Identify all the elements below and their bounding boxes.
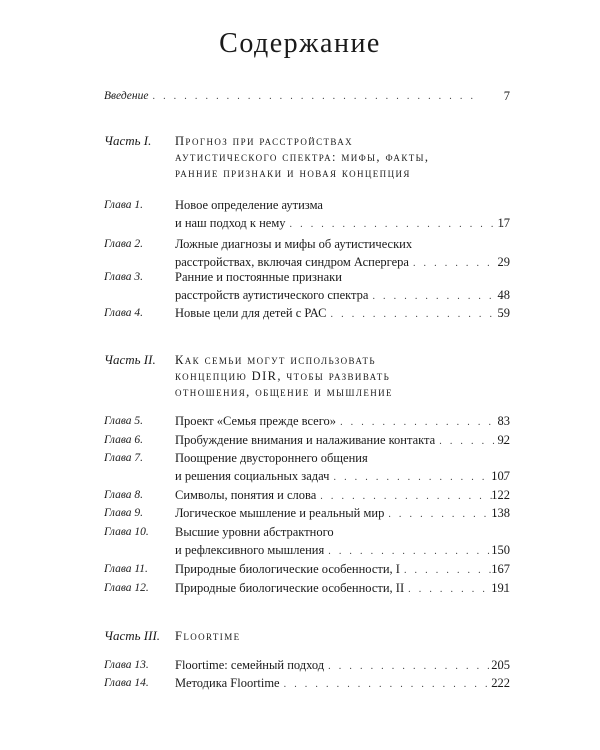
- part-3-label: Часть III.: [104, 628, 161, 643]
- chapter-1-label: Глава 1.: [104, 199, 143, 211]
- chapter-12-label: Глава 12.: [104, 582, 149, 594]
- chapter-1-page: 17: [497, 216, 510, 230]
- chapter-3-label: Глава 3.: [104, 271, 143, 283]
- part-1-title: Прогноз при расстройствах аутистического спектра: мифы, факты, ранние признаки и новая концепция: [175, 134, 430, 180]
- part-2-label: Часть II.: [104, 352, 156, 367]
- chapter-13-title: Floortime: семейный подход: [175, 658, 325, 672]
- chapter-8-page: 122: [491, 488, 510, 502]
- chapter-14-page: 222: [491, 676, 510, 690]
- intro-page: 7: [503, 89, 510, 103]
- chapter-5-page: 83: [497, 414, 510, 428]
- chapter-2-page: 29: [497, 255, 510, 269]
- chapter-8-label: Глава 8.: [104, 489, 143, 501]
- chapter-6-title: Пробуждение внимания и налаживание контакта: [175, 433, 436, 447]
- chapter-12-page: 191: [491, 581, 510, 595]
- chapter-4-page: 59: [497, 306, 510, 320]
- part-3-title: Floortime: [175, 629, 241, 643]
- chapter-9-page: 138: [491, 506, 510, 520]
- chapter-9-label: Глава 9.: [104, 507, 143, 519]
- chapter-5-label: Глава 5.: [104, 415, 143, 427]
- chapter-4-label: Глава 4.: [104, 307, 143, 319]
- chapter-3-page: 48: [497, 288, 510, 302]
- chapter-13-page: 205: [491, 658, 510, 672]
- page-title: Содержание: [219, 28, 381, 59]
- chapter-11-page: 167: [491, 562, 510, 576]
- chapter-7-label: Глава 7.: [104, 452, 143, 464]
- intro-label: Введение: [104, 90, 149, 102]
- chapter-11-title: Природные биологические особенности, I: [175, 562, 400, 576]
- chapter-8-title: Символы, понятия и слова: [175, 488, 317, 502]
- chapter-11-label: Глава 11.: [104, 563, 148, 575]
- chapter-13-label: Глава 13.: [104, 659, 149, 671]
- leader-dots: [152, 89, 474, 105]
- chapter-5-title: Проект «Семья прежде всего»: [175, 414, 337, 428]
- part-1-label: Часть I.: [104, 133, 152, 148]
- chapter-14-title: Методика Floortime: [175, 676, 280, 690]
- chapter-6-label: Глава 6.: [104, 434, 143, 446]
- chapter-10-label: Глава 10.: [104, 526, 149, 538]
- chapter-6-page: 92: [497, 433, 510, 447]
- chapter-10-page: 150: [491, 543, 510, 557]
- chapter-9-title: Логическое мышление и реальный мир: [175, 506, 385, 520]
- toc-page: Содержание Введение . . . 7 Часть I. Прогноз при расстройствах аутистического спектра: мифы, факты, ранние признаки и новая концепция Глава 1. Новое определение аутизма и наш подход к нему . . . 17 Глава 2. Ложные диагнозы и мифы об аутистических расстройствах, включая синдром Аспергера . . . 29 Глава 3. Ранние и постоянные признаки расстройств аутистического спектра . . . 48 Глава 4. Новые цели для детей с РАС . . . 59 Часть II. Как семьи могут использовать концепцию DIR, чтобы развивать отношения, общение и мышление Глава 5. Проект «Семья прежде всего» . . . 83 Глава 6. Пробуждение внимания и налаживание контакта . . . 92 Глава 7. Поощрение двустороннего общения и решения социальных задач . . . 107 Глава 8. Символы, понятия и слова . . . 122 Глава 9. Логическое мышление и реальный мир . . . 138 Глава 10. Высшие уровни абстрактного и рефлексивного мышления . . . 150 Глава 11. Природные биологические особенности, I . . . 167 Глава 12. Природные биологические особенности, II . . . 191 Часть III. Floortime Глава 13. Floortime: семейный подход . . . 205 Глава 14. Методика Floortime . . . 222: [0, 0, 600, 750]
- chapter-2-label: Глава 2.: [104, 238, 143, 250]
- chapter-7-page: 107: [491, 469, 510, 483]
- chapter-14-label: Глава 14.: [104, 677, 149, 689]
- part-2-title: Как семьи могут использовать концепцию DIR, чтобы развивать отношения, общение и мышление: [175, 353, 393, 399]
- chapter-12-title: Природные биологические особенности, II: [175, 581, 405, 595]
